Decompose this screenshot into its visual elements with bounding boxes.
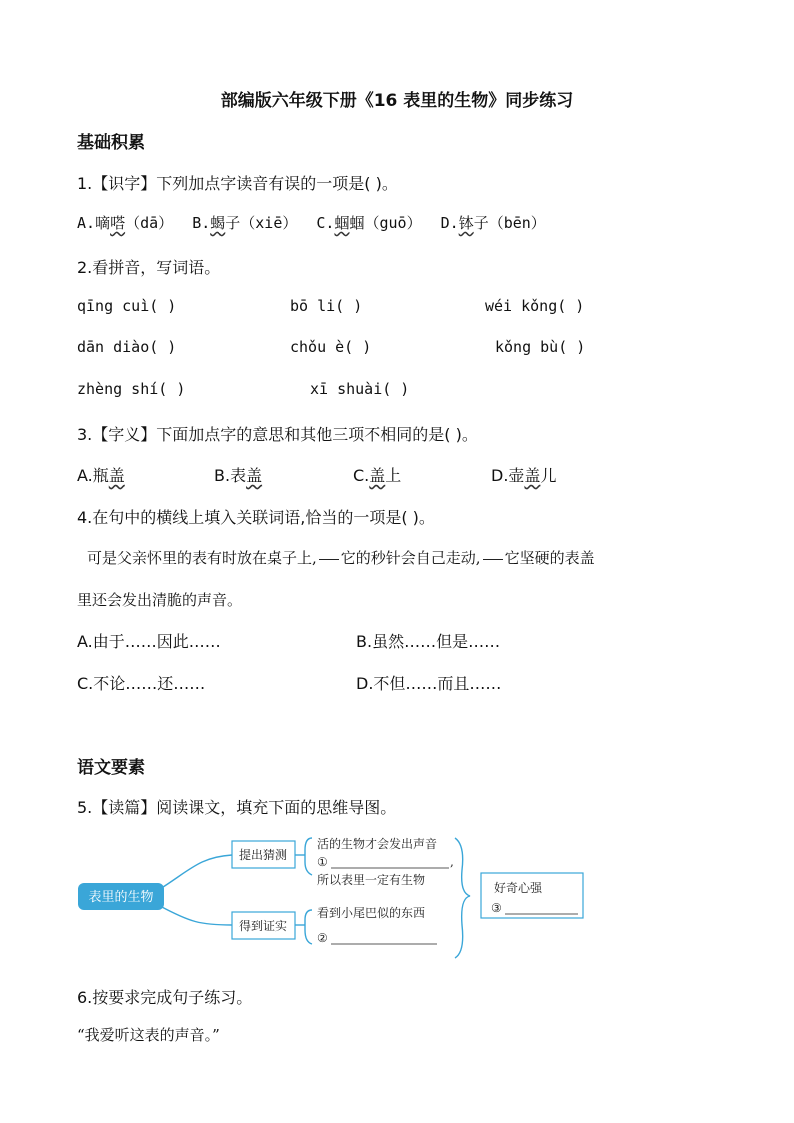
map-connector — [160, 906, 232, 925]
section-heading-language-elements: 语文要素 — [77, 758, 145, 778]
pinyin-item: wéi kǒng( ) — [485, 297, 585, 315]
map-connector — [160, 855, 232, 889]
question-3-stem: 3.【字义】下面加点字的意思和其他三项不相同的是( )。 — [77, 425, 478, 444]
pinyin-item: xī shuài( ) — [310, 380, 410, 398]
q3-option-d: D.壶盖儿 — [491, 466, 557, 485]
map-comma: , — [450, 855, 454, 869]
map-result-line1: 好奇心强 — [494, 881, 543, 895]
q4-option-c: C.不论……还…… — [77, 674, 206, 693]
map-branch2-text: 得到证实 — [238, 919, 288, 933]
map-center-text: 表里的生物 — [88, 890, 154, 905]
map-branch1-line1: 活的生物才会发出声音 — [317, 837, 438, 851]
q1-option-d: D.钵子（bēn） — [440, 214, 546, 232]
q4-option-a: A.由于……因此…… — [77, 632, 221, 651]
pinyin-item: kǒng bù( ) — [495, 338, 586, 356]
question-6-quote: “我爱听这表的声音。” — [77, 1026, 220, 1044]
q1-option-b: B.蝎子（xiē） — [192, 214, 298, 232]
map-branch2-line1: 看到小尾巴似的东西 — [317, 906, 426, 920]
map-branch1-text: 提出猜测 — [238, 848, 288, 862]
q1-option-a: A.嘀嗒（dā） — [77, 214, 174, 232]
pinyin-item: dān diào( ) — [77, 338, 177, 356]
map-bracket — [305, 838, 312, 875]
question-5-stem: 5.【读篇】阅读课文，填充下面的思维导图。 — [77, 798, 397, 817]
q1-option-c: C.蝈蝈（guō） — [316, 214, 422, 232]
q3-option-b: B.表盖 — [214, 466, 263, 485]
pinyin-item: chǒu è( ) — [290, 338, 372, 356]
map-result-line2: ③ — [491, 901, 502, 915]
question-4-passage-cont: 里还会发出清脆的声音。 — [77, 591, 243, 609]
map-bracket — [305, 910, 312, 944]
q4-option-b: B.虽然……但是…… — [356, 632, 501, 651]
map-branch2-line2: ② — [317, 931, 328, 945]
q3-option-c: C.盖上 — [353, 466, 402, 485]
question-2-stem: 2.看拼音，写词语。 — [77, 258, 221, 277]
question-4-stem: 4.在句中的横线上填入关联词语,恰当的一项是( )。 — [77, 508, 435, 527]
question-4-passage: 可是父亲怀里的表有时放在桌子上, 它的秒针会自己走动, 它坚硬的表盖 — [87, 549, 595, 567]
pinyin-item: zhèng shí( ) — [77, 380, 186, 398]
pinyin-item: bō li( ) — [290, 297, 363, 315]
map-branch1-line2: ① — [317, 855, 328, 869]
map-branch1-line3: 所以表里一定有生物 — [317, 873, 426, 887]
page-title: 部编版六年级下册《16 表里的生物》同步练习 — [220, 91, 574, 111]
question-6-stem: 6.按要求完成句子练习。 — [77, 988, 253, 1007]
question-1-stem: 1.【识字】下列加点字读音有误的一项是( )。 — [77, 174, 398, 193]
q3-option-a: A.瓶盖 — [77, 466, 125, 485]
map-big-bracket — [455, 838, 470, 958]
section-heading-basics: 基础积累 — [77, 133, 145, 153]
pinyin-item: qīng cuì( ) — [77, 297, 177, 315]
q4-option-d: D.不但……而且…… — [356, 674, 502, 693]
